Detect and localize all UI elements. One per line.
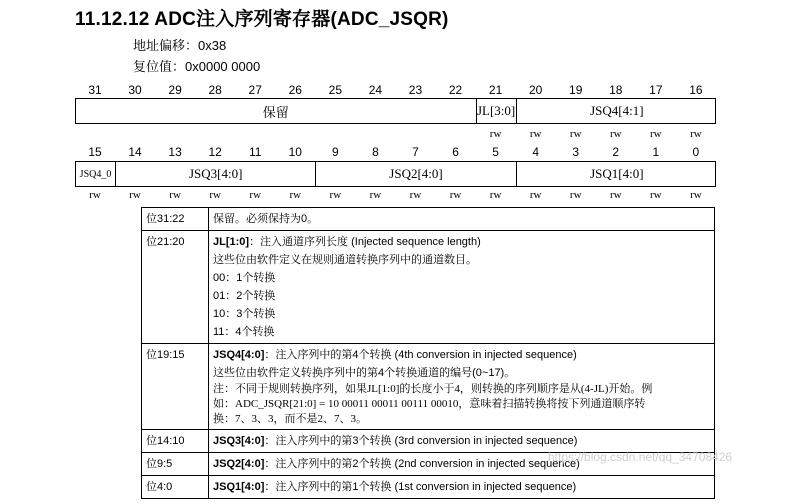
register-high-fields (75, 98, 716, 124)
low-bit-12: 12 (208, 145, 222, 159)
low-bit-6: 6 (452, 145, 459, 159)
high-bit-21: 21 (488, 83, 503, 97)
description-line (213, 346, 710, 364)
low-bit-8: 8 (372, 145, 379, 159)
bit-range: 位19:15 (142, 344, 209, 430)
access-rw: rw (650, 189, 662, 201)
access-rw: rw (289, 189, 302, 201)
field-jsq3-4-0: JSQ3[4:0] (116, 162, 316, 186)
access-rw: rw (449, 189, 462, 201)
access-rw: rw (569, 189, 582, 201)
description-text: ：注入序列中的第3个转换 (3rd conversion in injected sequence) (264, 435, 578, 447)
access-row-low (75, 189, 716, 203)
low-bit-7: 7 (412, 145, 419, 159)
description-line (213, 305, 710, 323)
low-bit-15: 15 (88, 145, 102, 159)
high-bit-29: 29 (168, 83, 182, 97)
low-bit-9: 9 (332, 145, 339, 159)
description-line (213, 364, 710, 382)
field-jsq2-4-0: JSQ2[4:0] (316, 162, 516, 186)
field-name: JL[1:0] (213, 236, 250, 248)
bit-description (209, 208, 715, 231)
low-bit-14: 14 (128, 145, 142, 159)
table-row (142, 208, 715, 231)
high-bit-28: 28 (208, 83, 222, 97)
table-row (142, 344, 715, 430)
field-name: JSQ3[4:0] (213, 435, 265, 447)
description-text: 这些位由软件定义在规则通道转换序列中的通道数目。 (213, 254, 477, 266)
high-bit-23: 23 (408, 83, 423, 97)
access-rw: rw (609, 128, 622, 140)
access-rw: rw (650, 128, 662, 140)
access-rw: rw (329, 189, 342, 201)
low-bit-5: 5 (492, 145, 499, 159)
field-name: JSQ1[4:0] (213, 481, 265, 493)
description-line (213, 478, 710, 496)
description-text: 保留。必须保持为0。 (213, 213, 319, 225)
access-rw: rw (409, 189, 422, 201)
address-offset: 地址偏移：0x38 (133, 38, 227, 53)
section-title: 11.12.12 ADC注入序列寄存器(ADC_JSQR) (75, 9, 449, 30)
high-bit-18: 18 (609, 83, 623, 97)
table-row (142, 476, 715, 499)
high-bit-31: 31 (88, 83, 102, 97)
description-text: 11：4个转换 (213, 326, 275, 338)
reset-value: 复位值：0x0000 0000 (133, 59, 261, 74)
field-: 保留 (76, 99, 477, 123)
description-line (213, 233, 710, 251)
field-name: JSQ4[4:0] (213, 349, 265, 361)
access-rw: rw (690, 189, 702, 201)
register-low-fields (75, 161, 716, 187)
bit-range: 位4:0 (142, 476, 209, 499)
bit-numbers-high (75, 83, 716, 99)
access-rw: rw (249, 189, 262, 201)
high-bit-25: 25 (328, 83, 343, 97)
access-rw: rw (489, 128, 502, 140)
high-bit-26: 26 (288, 83, 302, 97)
low-bit-3: 3 (572, 145, 580, 159)
high-bit-27: 27 (248, 83, 262, 97)
access-rw: rw (569, 128, 582, 140)
bit-numbers-low (75, 145, 716, 161)
high-bit-16: 16 (689, 83, 703, 97)
access-rw: rw (690, 128, 702, 140)
access-rw: rw (209, 189, 221, 201)
description-line (213, 432, 710, 450)
field-jsq4-0: JSQ4_0 (76, 162, 116, 186)
low-bit-10: 10 (288, 145, 302, 159)
high-bit-19: 19 (569, 83, 583, 97)
description-text: 00：1个转换 (213, 272, 276, 284)
high-bit-20: 20 (528, 83, 543, 97)
high-bit-30: 30 (128, 83, 142, 97)
bit-description (209, 231, 715, 344)
description-text: ：注入序列中的第1个转换 (1st conversion in injected sequence) (264, 481, 577, 493)
low-bit-13: 13 (168, 145, 182, 159)
field-jsq4-4-1: JSQ4[4:1] (590, 103, 644, 118)
access-rw: rw (489, 189, 502, 201)
bit-range: 位9:5 (142, 453, 209, 476)
description-line (213, 210, 710, 228)
access-rw: rw (529, 189, 542, 201)
description-text: ：注入序列中的第2个转换 (2nd conversion in injected sequence) (264, 458, 580, 470)
description-text: 01：2个转换 (213, 290, 276, 302)
note-line: 换：7、3、3，而不是2、7、3。 (213, 413, 367, 425)
description-text: 这些位由软件定义转换序列中的第4个转换通道的编号(0~17)。 (213, 367, 516, 379)
description-line (213, 251, 710, 269)
field-name: JSQ2[4:0] (213, 458, 265, 470)
access-rw: rw (129, 189, 141, 201)
low-bit-11: 11 (249, 145, 262, 159)
bit-description (209, 476, 715, 499)
field-jl-3-0: JL[3:0] (477, 99, 517, 123)
note-line: 如：ADC_JSQR[21:0] = 10 00011 00011 00111 00010，意味着扫描转换将按下列通道顺序转 (213, 398, 646, 410)
table-row (142, 231, 715, 344)
high-bit-17: 17 (649, 83, 663, 97)
bit-description (209, 344, 715, 430)
bit-range: 位21:20 (142, 231, 209, 344)
field-jsq1-4-0: JSQ1[4:0] (590, 166, 644, 181)
description-text: 10：3个转换 (213, 308, 276, 320)
description-line (213, 323, 710, 341)
bit-range: 位31:22 (142, 208, 209, 231)
high-bit-22: 22 (448, 83, 463, 97)
access-rw: rw (529, 128, 542, 140)
high-bit-24: 24 (368, 83, 383, 97)
bit-range: 位14:10 (142, 430, 209, 453)
low-bit-1: 1 (652, 145, 660, 159)
description-line (213, 287, 710, 305)
description-text: ：注入通道序列长度 (Injected sequence length) (249, 236, 481, 248)
note-line: 注：不同于规则转换序列，如果JL[1:0]的长度小于4，则转换的序列顺序是从(4-JL)开始。例 (213, 383, 653, 395)
access-rw: rw (369, 189, 382, 201)
watermark: https://blog.csdn.net/qq_34708426 (548, 450, 733, 464)
access-rw: rw (89, 189, 101, 201)
low-bit-4: 4 (532, 145, 539, 159)
description-text: ：注入序列中的第4个转换 (4th conversion in injected sequence) (264, 349, 577, 361)
access-rw: rw (609, 189, 622, 201)
access-row-high (75, 128, 716, 142)
low-bit-0: 0 (692, 145, 700, 159)
low-bit-2: 2 (612, 145, 620, 159)
access-rw: rw (169, 189, 181, 201)
description-line (213, 269, 710, 287)
